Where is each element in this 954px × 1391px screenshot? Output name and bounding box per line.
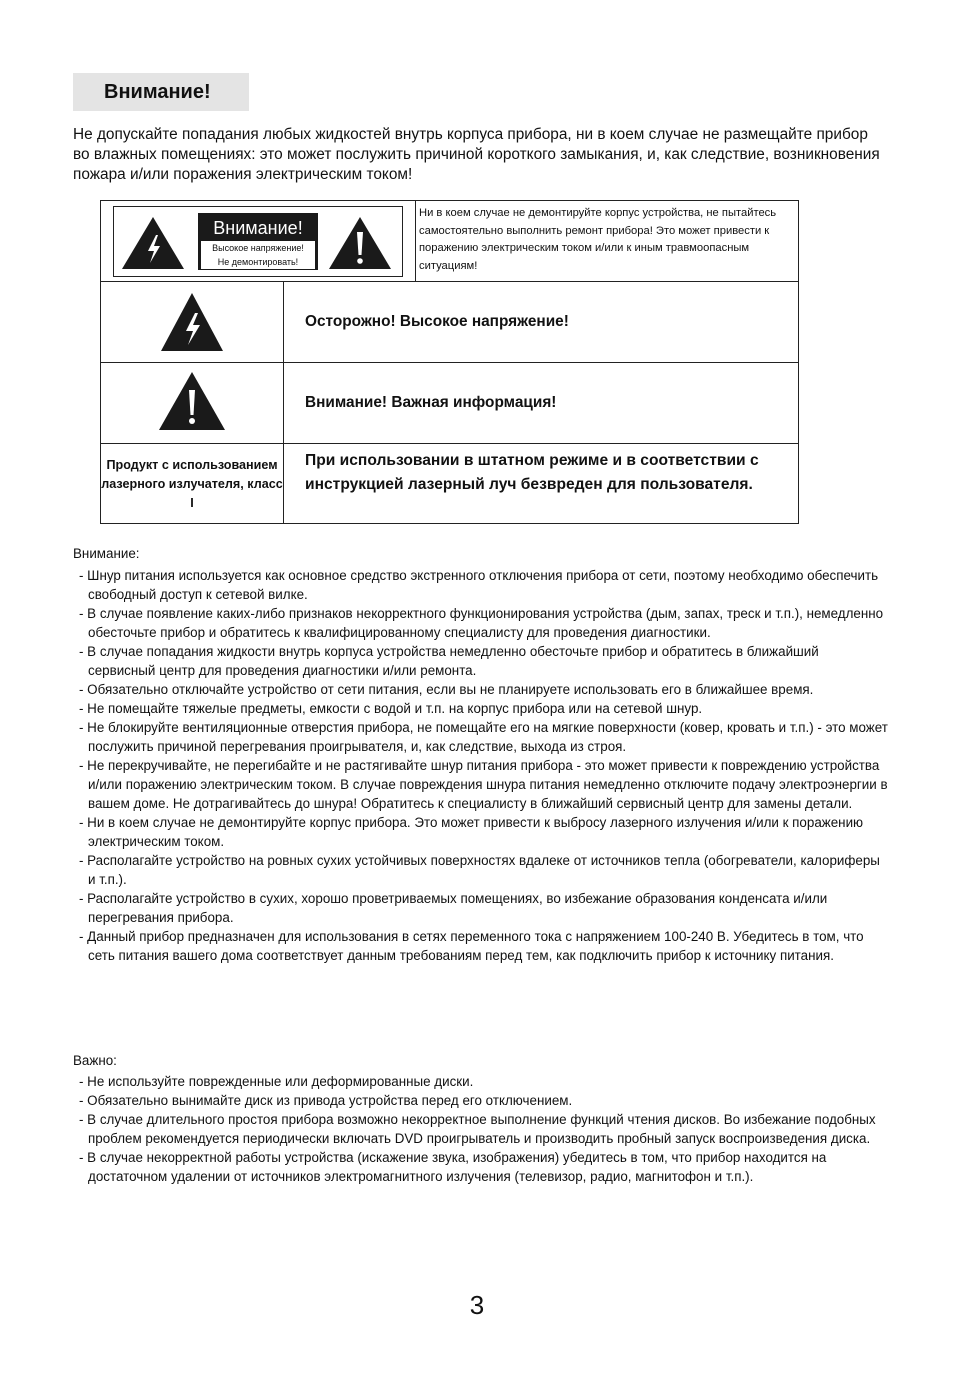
laser-label-cell (101, 443, 284, 523)
warning-label-cell (101, 201, 416, 281)
list-item: - В случае появление каких-либо признаков некорректного функционирования устройства (дым, запах, треск и т.п.), немедленно обесточьте прибор и обратитесь к квалифицированному специалисту для проведения диагностики. (79, 606, 884, 640)
list-item: - Шнур питания используется как основное средство экстренного отключения прибора от сети, поэтому необходимо обеспечить свободный доступ к сетевой вилке. (79, 568, 879, 602)
laser-safety-text: При использовании в штатном режиме и в соответствии с инструкцией лазерный луч безвреден для пользователя. (305, 452, 759, 493)
laser-text-cell (284, 443, 798, 523)
important-info-text: Внимание! Важная информация! (305, 393, 557, 411)
exclamation-icon-cell (101, 362, 284, 443)
list-item: - Обязательно отключайте устройство от сети питания, если вы не планируете использовать его в ближайшее время. (79, 682, 814, 697)
exclamation-icon (327, 215, 393, 271)
warning-badge-line2: Не демонтировать! (201, 255, 315, 269)
heading-title: Внимание! (104, 81, 211, 103)
high-voltage-icon-cell (101, 281, 284, 362)
list-item: - Обязательно вынимайте диск из привода устройства перед его отключением. (79, 1093, 573, 1108)
list-item: - Данный прибор предназначен для использования в сетях переменного тока с напряжением 100-240 В. Убедитесь в том, что сеть питания вашего дома соответствует данным требованиям перед тем, как подключить прибор к источнику питания. (79, 929, 864, 963)
list-item: - Не используйте поврежденные или деформированные диски. (79, 1074, 474, 1089)
heading-box (73, 73, 249, 111)
warning-row-high-voltage (101, 281, 798, 363)
important-list (73, 1072, 888, 1186)
list-item: - Располагайте устройство в сухих, хорошо проветриваемых помещениях, во избежание образования конденсата и/или перегревания прибора. (79, 891, 828, 925)
attention-label: Внимание: (73, 546, 140, 561)
list-item: - Не блокируйте вентиляционные отверстия прибора, не помещайте его на мягкие поверхности (ковер, кровать и т.п.) - это может послужить причиной перегревания проигрывателя, и, как следствие, выхода из строя. (79, 720, 888, 754)
laser-class-label: Продукт с использованием лазерного излучателя, класс I (101, 458, 283, 510)
exclamation-icon (157, 370, 227, 432)
high-voltage-icon (159, 291, 225, 353)
page-number: 3 (469, 1290, 485, 1320)
warning-label (113, 206, 403, 277)
list-item: - В случае попадания жидкости внутрь корпуса устройства немедленно обесточьте прибор и обратитесь в ближайший сервисный центр для проведения диагностики и/или ремонта. (79, 644, 819, 678)
warning-badge-line1: Высокое напряжение! (201, 241, 315, 255)
warning-label-description: Ни в коем случае не демонтируйте корпус устройства, не пытайтесь самостоятельно выполнить ремонт прибора! Это может привести к поражению электрическим током и/или к иным травмоопасным ситуациям! (419, 207, 777, 272)
warning-badge (198, 213, 318, 270)
list-item: - Ни в коем случае не демонтируйте корпус прибора. Это может привести к выбросу лазерного излучения и/или к поражению электрическим током. (79, 815, 864, 849)
warning-row-laser (101, 443, 798, 523)
warning-table (100, 200, 799, 524)
warning-row-label (101, 201, 798, 282)
list-item: - В случае длительного простоя прибора возможно некорректное выполнение функций чтения дисков. Во избежание подобных проблем рекомендуется периодически включать DVD проигрыватель и производить пробный запуск воспроизведения диска. (79, 1112, 876, 1146)
high-voltage-text: Осторожно! Высокое напряжение! (305, 312, 569, 330)
high-voltage-icon (120, 215, 186, 271)
warning-badge-title: Внимание! (213, 218, 303, 238)
list-item: - В случае некорректной работы устройства (искажение звука, изображения) убедитесь в том, что прибор находится на достаточном удалении от источников электромагнитного излучения (телевизор, радио, магнитофон и т.п.). (79, 1150, 827, 1184)
list-item: - Располагайте устройство на ровных сухих устойчивых поверхностях вдалеке от источников тепла (обогреватели, калориферы и т.п.). (79, 853, 880, 887)
list-item: - Не помещайте тяжелые предметы, емкости с водой и т.п. на корпус прибора или на сетевой шнур. (79, 701, 703, 716)
list-item: - Не перекручивайте, не перегибайте и не растягивайте шнур питания прибора - это может привести к повреждению устройства и/или поражению электрическим током. В случае повреждения шнура питания немедленно отключите подачу электроэнергии в вашем доме. Не дотрагивайтесь до шнура! Обратитесь к специалисту в ближайший сервисный центр для замены детали. (79, 758, 888, 811)
intro-paragraph: Не допускайте попадания любых жидкостей внутрь корпуса прибора, ни в коем случае не размещайте прибор во влажных помещениях: это может послужить причиной короткого замыкания, и, как следствие, возникновения пожара и/или поражения электрическим током! (73, 126, 880, 183)
important-text-cell (284, 362, 798, 443)
warning-row-important (101, 362, 798, 444)
important-label: Важно: (73, 1053, 117, 1068)
high-voltage-text-cell (284, 281, 798, 362)
attention-list (73, 566, 888, 965)
